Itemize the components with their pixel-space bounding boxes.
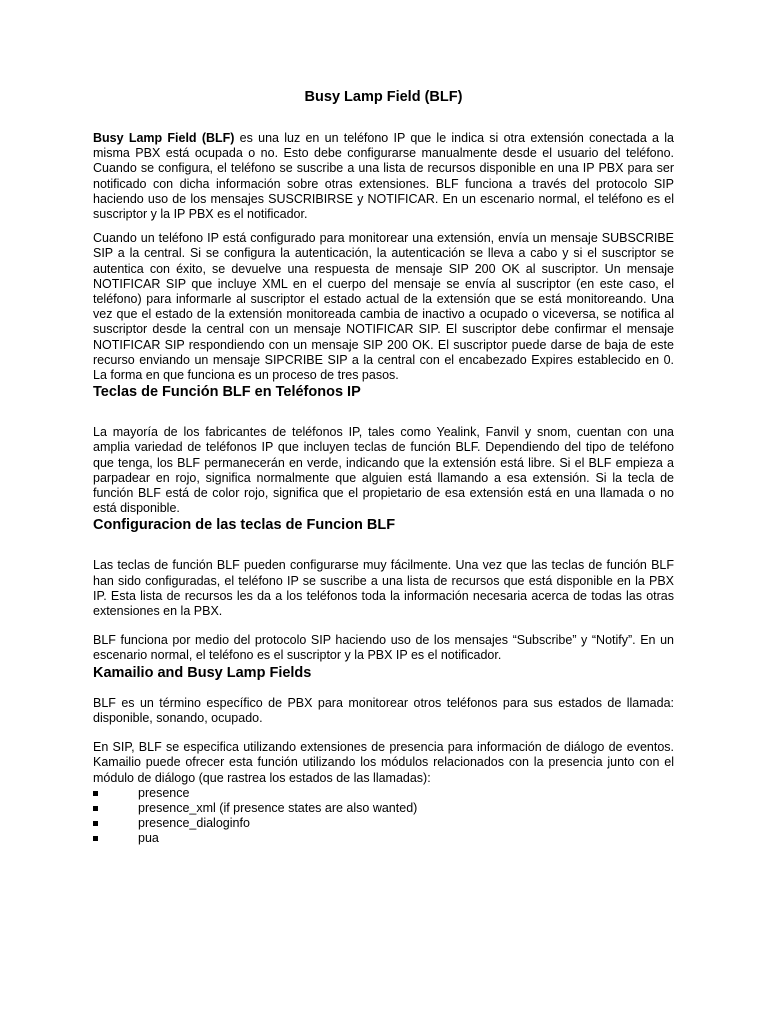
body-paragraph: BLF es un término específico de PBX para monitorear otros teléfonos para sus estados de llamada: disponible, sonando, ocupado. <box>93 695 674 725</box>
section-heading: Kamailio and Busy Lamp Fields <box>93 664 312 681</box>
square-bullet-icon <box>93 806 98 811</box>
body-paragraph: BLF funciona por medio del protocolo SIP haciendo uso de los mensajes “Subscribe” y “Notify”. En un escenario normal, el teléfono es el suscriptor y la PBX IP es el notificador. <box>93 633 674 663</box>
body-paragraph: En SIP, BLF se especifica utilizando extensiones de presencia para información de diálogo de eventos. Kamailio puede ofrecer esta función utilizando los módulos relacionados con la presencia junto con el módulo de diálogo (que rastrea los estados de las llamadas): <box>93 740 674 785</box>
square-bullet-icon <box>93 821 98 826</box>
square-bullet-icon <box>93 791 98 796</box>
list-item <box>93 786 674 801</box>
square-bullet-icon <box>93 836 98 841</box>
body-paragraph: La mayoría de los fabricantes de teléfonos IP, tales como Yealink, Fanvil y snom, cuentan con una amplia variedad de teléfonos IP que incluyen teclas de función BLF. Dependiendo del tipo de teléfono que tenga, los BLF permanecerán en verde, indicando que la extensión está libre. Si el BLF empieza a parpadear en rojo, significa normalmente que alguien está llamando a esa extensión. Si la tecla de función BLF está de color rojo, significa que el propietario de esa extensión está en una llamada o no está disponible. <box>93 425 674 516</box>
body-paragraph: Cuando un teléfono IP está configurado para monitorear una extensión, envía un mensaje SUBSCRIBE SIP a la central. Si se configura la autenticación, la autenticación se lleva a cabo y si el suscriptor se autentica con éxito, se devuelve una respuesta de mensaje SIP 200 OK al suscriptor. Un mensaje NOTIFICAR SIP que incluye XML en el cuerpo del mensaje se envía al suscriptor (en este caso, el teléfono) para informarle al suscriptor el estado actual de la extensión que se está monitoreando. Una vez que el estado de la extensión monitoreada cambia de inactivo a ocupado o viceversa, se notifica al suscriptor desde la central con un mensaje NOTIFICAR SIP. El suscriptor debe confirmar el mensaje NOTIFICAR SIP respondiendo con un mensaje SIP 200 OK. El suscriptor puede darse de baja de este recurso enviando un mensaje SIPCRIBE SIP a la central con el encabezado Expires establecido en 0. La forma en que funciona es un proceso de tres pasos. <box>93 231 674 383</box>
list-item-text: pua <box>138 831 159 846</box>
list-item <box>93 831 674 846</box>
intro-paragraph <box>93 131 674 222</box>
list-item <box>93 801 674 816</box>
list-item-text: presence_xml (if presence states are also wanted) <box>138 800 418 815</box>
list-item-text: presence_dialoginfo <box>138 816 250 831</box>
document-title: Busy Lamp Field (BLF) <box>304 89 463 105</box>
body-paragraph: Las teclas de función BLF pueden configurarse muy fácilmente. Una vez que las teclas de función BLF han sido configuradas, el teléfono IP se suscribe a una lista de recursos que está disponible en la PBX IP. Esta lista de recursos les da a los teléfonos toda la información necesaria acerca de todas las otras extensiones en la PBX. <box>93 558 674 619</box>
list-item <box>93 816 674 831</box>
section-heading: Configuracion de las teclas de Funcion BLF <box>93 517 396 534</box>
intro-bold-term: Busy Lamp Field (BLF) <box>93 131 235 145</box>
list-item-text: presence <box>138 785 190 800</box>
module-list <box>93 786 674 847</box>
section-heading: Teclas de Función BLF en Teléfonos IP <box>93 384 361 401</box>
intro-text: es una luz en un teléfono IP que le indica si otra extensión conectada a la misma PBX está ocupada o no. Esto debe configurarse manualmente desde el usuario del teléfono. Cuando se configura, el teléfono se suscribe a una lista de recursos disponible en una IP PBX para ser notificado con dicha información sobre otras extensiones. BLF funciona a través del protocolo SIP haciendo uso de los mensajes SUSCRIBIRSE y NOTIFICAR. En un escenario normal, el teléfono es el suscriptor y la IP PBX es el notificador. <box>93 131 674 222</box>
